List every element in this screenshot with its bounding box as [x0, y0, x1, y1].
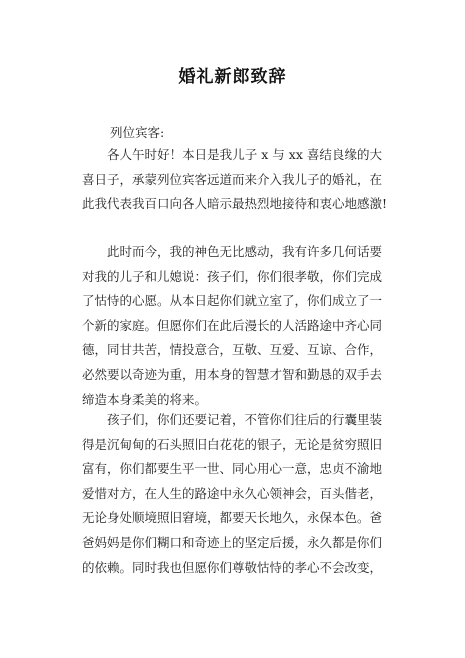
text-line: 对我的儿子和儿媳说：孩子们，你们很孝敬，你们完成: [82, 268, 383, 284]
paragraph-greeting: [82, 143, 388, 217]
text-line: 的依赖。同时我也但愿你们尊敬怙恃的孝心不会改变，: [82, 559, 383, 575]
text-line: 喜日子，承蒙列位宾客远道而来介入我儿子的婚礼，在: [82, 171, 383, 187]
text-line: 了怙恃的心愿。从本日起你们就立室了，你们成立了一: [82, 293, 383, 309]
text-line: 富有，你们都要生平一世、同心用心一意，忠贞不渝地: [82, 461, 383, 477]
text-line: 缔造本身柔美的将来。: [82, 391, 208, 407]
text-line: 必然要以奇迹为重，用本身的智慧才智和勤恳的双手去: [82, 366, 383, 382]
text-line: 爸妈妈是你们糊口和奇迹上的坚定后援，永久都是你们: [82, 534, 383, 550]
text-line: 个新的家庭。但愿你们在此后漫长的人活路途中齐心同: [82, 317, 383, 333]
document-title: 婚礼新郎致辞: [178, 67, 287, 87]
text-line: 无论身处顺境照旧窘境，都要天长地久，永保本色。爸: [82, 510, 383, 526]
text-line: 各人午时好！本日是我儿子 x 与 xx 喜结良缘的大: [107, 147, 382, 162]
text-line: 孩子们，你们还要记着，不管你们往后的行囊里装: [107, 412, 383, 427]
text-line: 爱惜对方，在人生的路途中永久心领神会，百头偕老，: [82, 485, 383, 501]
text-line: 此时而今，我的神色无比感动，我有许多几何话要: [107, 244, 383, 259]
paragraph-advice: [82, 408, 382, 580]
text-line: 德，同甘共苦，情投意合，互敬、互爱、互谅、合作，: [82, 342, 383, 358]
paragraph-blessing: [82, 240, 382, 412]
text-line: 此我代表我百口向各人暗示最热烈地接待和衷心地感激!: [82, 196, 388, 212]
text-line: 得是沉甸甸的石头照旧白花花的银子，无论是贫穷照旧: [82, 436, 383, 452]
salutation: 列位宾客:: [110, 125, 165, 140]
